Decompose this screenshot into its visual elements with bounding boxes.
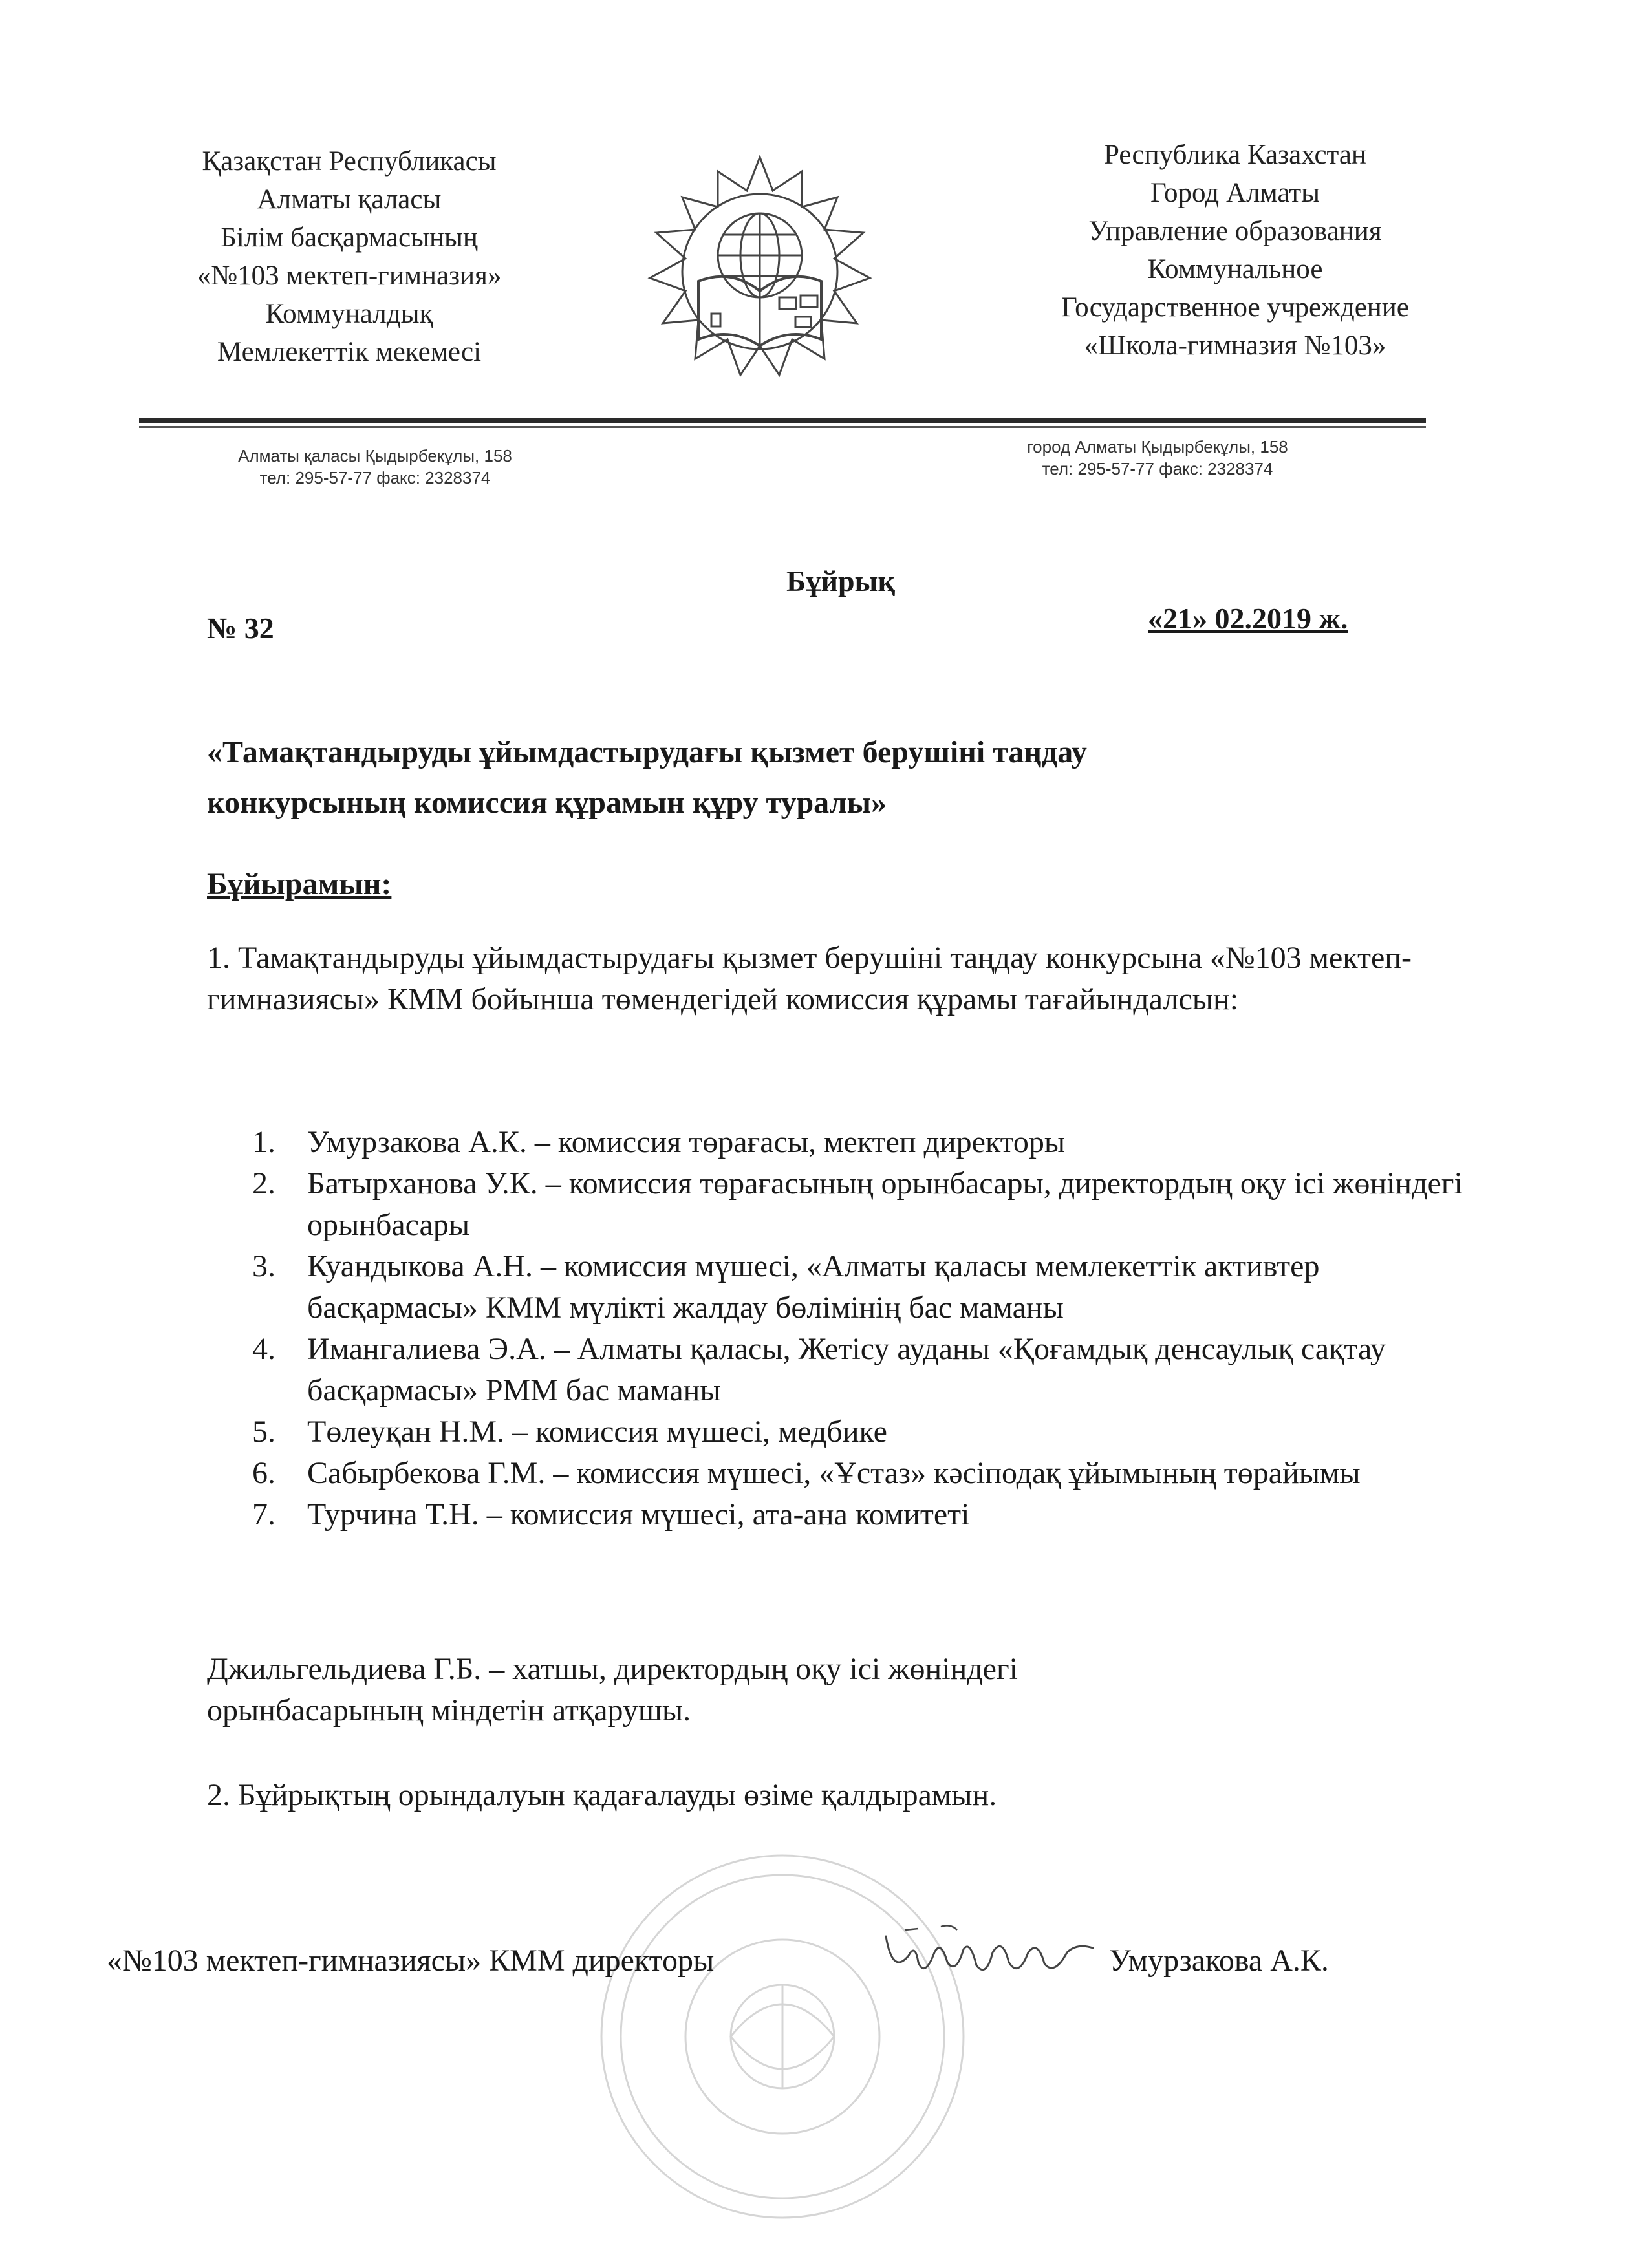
address-left-phone: тел: 295-57-77 факс: 2328374	[259, 468, 491, 487]
paragraph-1: 1. Тамақтандыруды ұйымдастырудағы қызмет берушіні таңдау конкурсына «№103 мектеп-гимназиясы» КММ бойынша төмендегідей комиссия құрамы тағайындалсын:	[207, 941, 1412, 1016]
list-item-number: 7.	[252, 1497, 275, 1532]
list-item-number: 3.	[252, 1249, 275, 1283]
list-item-number: 4.	[252, 1332, 275, 1366]
header-right-line: Управление образования	[1088, 216, 1382, 246]
list-item	[252, 1246, 1481, 1329]
list-item	[252, 1122, 1481, 1163]
header-left-line: Коммуналдық	[265, 299, 433, 329]
header-right-russian	[957, 136, 1513, 365]
secretary-paragraph: Джильгельдиева Г.Б. – хатшы, директордың оқу ісі жөніндегі орынбасарының міндетін атқарушы.	[207, 1652, 1018, 1728]
signatory-title: «№103 мектеп-гимназиясы» КММ директоры	[107, 1943, 715, 1978]
commission-members-list	[252, 1122, 1481, 1535]
order-subject	[207, 727, 1436, 828]
order-title: Бұйрық	[786, 564, 895, 597]
order-subject-line: «Тамақтандыруды ұйымдастырудағы қызмет берушіні таңдау	[207, 735, 1087, 769]
list-item	[252, 1453, 1481, 1494]
school-emblem-icon	[640, 152, 879, 391]
header-left-line: Мемлекеттік мекемесі	[217, 337, 482, 367]
list-item-text: Батырханова У.К. – комиссия төрағасының орынбасары, директордың оқу ісі жөніндегі орынбасары	[307, 1166, 1463, 1242]
list-item-number: 6.	[252, 1456, 275, 1490]
list-item-text: Сабырбекова Г.М. – комиссия мүшесі, «Ұстаз» кәсіподақ ұйымының төрайымы	[307, 1456, 1361, 1490]
address-left	[194, 445, 556, 489]
order-number: № 32	[207, 612, 274, 645]
list-item-text: Умурзакова А.К. – комиссия төрағасы, мектеп директоры	[307, 1125, 1066, 1159]
list-item-text: Имангалиева Э.А. – Алматы қаласы, Жетісу ауданы «Қоғамдық денсаулық сақтау басқармасы» РММ бас маманы	[307, 1332, 1386, 1407]
official-stamp-icon	[582, 1843, 983, 2231]
list-item	[252, 1494, 1481, 1535]
order-subject-line: конкурсының комиссия құрамын құру туралы»	[207, 786, 887, 820]
directive-heading: Бұйырамын:	[207, 867, 392, 901]
address-right-phone: тел: 295-57-77 факс: 2328374	[1042, 459, 1273, 478]
list-item-text: Төлеуқан Н.М. – комиссия мүшесі, медбике	[307, 1415, 887, 1449]
header-left-kazakh	[129, 142, 569, 371]
list-item	[252, 1163, 1481, 1246]
header-right-line: Республика Казахстан	[1104, 140, 1366, 170]
handwritten-signature-icon	[879, 1917, 1099, 1988]
list-item	[252, 1329, 1481, 1411]
header-right-line: Коммунальное	[1147, 254, 1323, 284]
list-item-text: Куандыкова А.Н. – комиссия мүшесі, «Алматы қаласы мемлекеттік активтер басқармасы» КММ мүлікті жалдау бөлімінің бас маманы	[307, 1249, 1320, 1325]
header-right-line: «Школа-гимназия №103»	[1084, 330, 1386, 361]
list-item-number: 1.	[252, 1125, 275, 1159]
list-item	[252, 1411, 1481, 1453]
paragraph-2: 2. Бұйрықтың орындалуын қадағалауды өзіме қалдырамын.	[207, 1778, 997, 1812]
address-right-street: город Алматы Қыдырбекұлы, 158	[1027, 437, 1288, 456]
address-right	[976, 436, 1339, 480]
header-left-line: Білім басқармасының	[221, 222, 478, 253]
list-item-number: 2.	[252, 1166, 275, 1201]
signatory-name: Умурзакова А.К.	[1109, 1943, 1329, 1978]
header-right-line: Государственное учреждение	[1061, 292, 1409, 323]
address-left-street: Алматы қаласы Қыдырбекұлы, 158	[238, 446, 512, 465]
header-divider-thin	[139, 426, 1426, 428]
header-left-line: Алматы қаласы	[257, 184, 442, 215]
list-item-number: 5.	[252, 1415, 275, 1449]
list-item-text: Турчина Т.Н. – комиссия мүшесі, ата-ана комитеті	[307, 1497, 970, 1532]
header-left-line: «№103 мектеп-гимназия»	[197, 261, 502, 291]
header-divider-thick	[139, 418, 1426, 423]
header-left-line: Қазақстан Республикасы	[202, 146, 497, 177]
order-date: «21» 02.2019 ж.	[1148, 602, 1348, 635]
header-right-line: Город Алматы	[1150, 178, 1320, 208]
